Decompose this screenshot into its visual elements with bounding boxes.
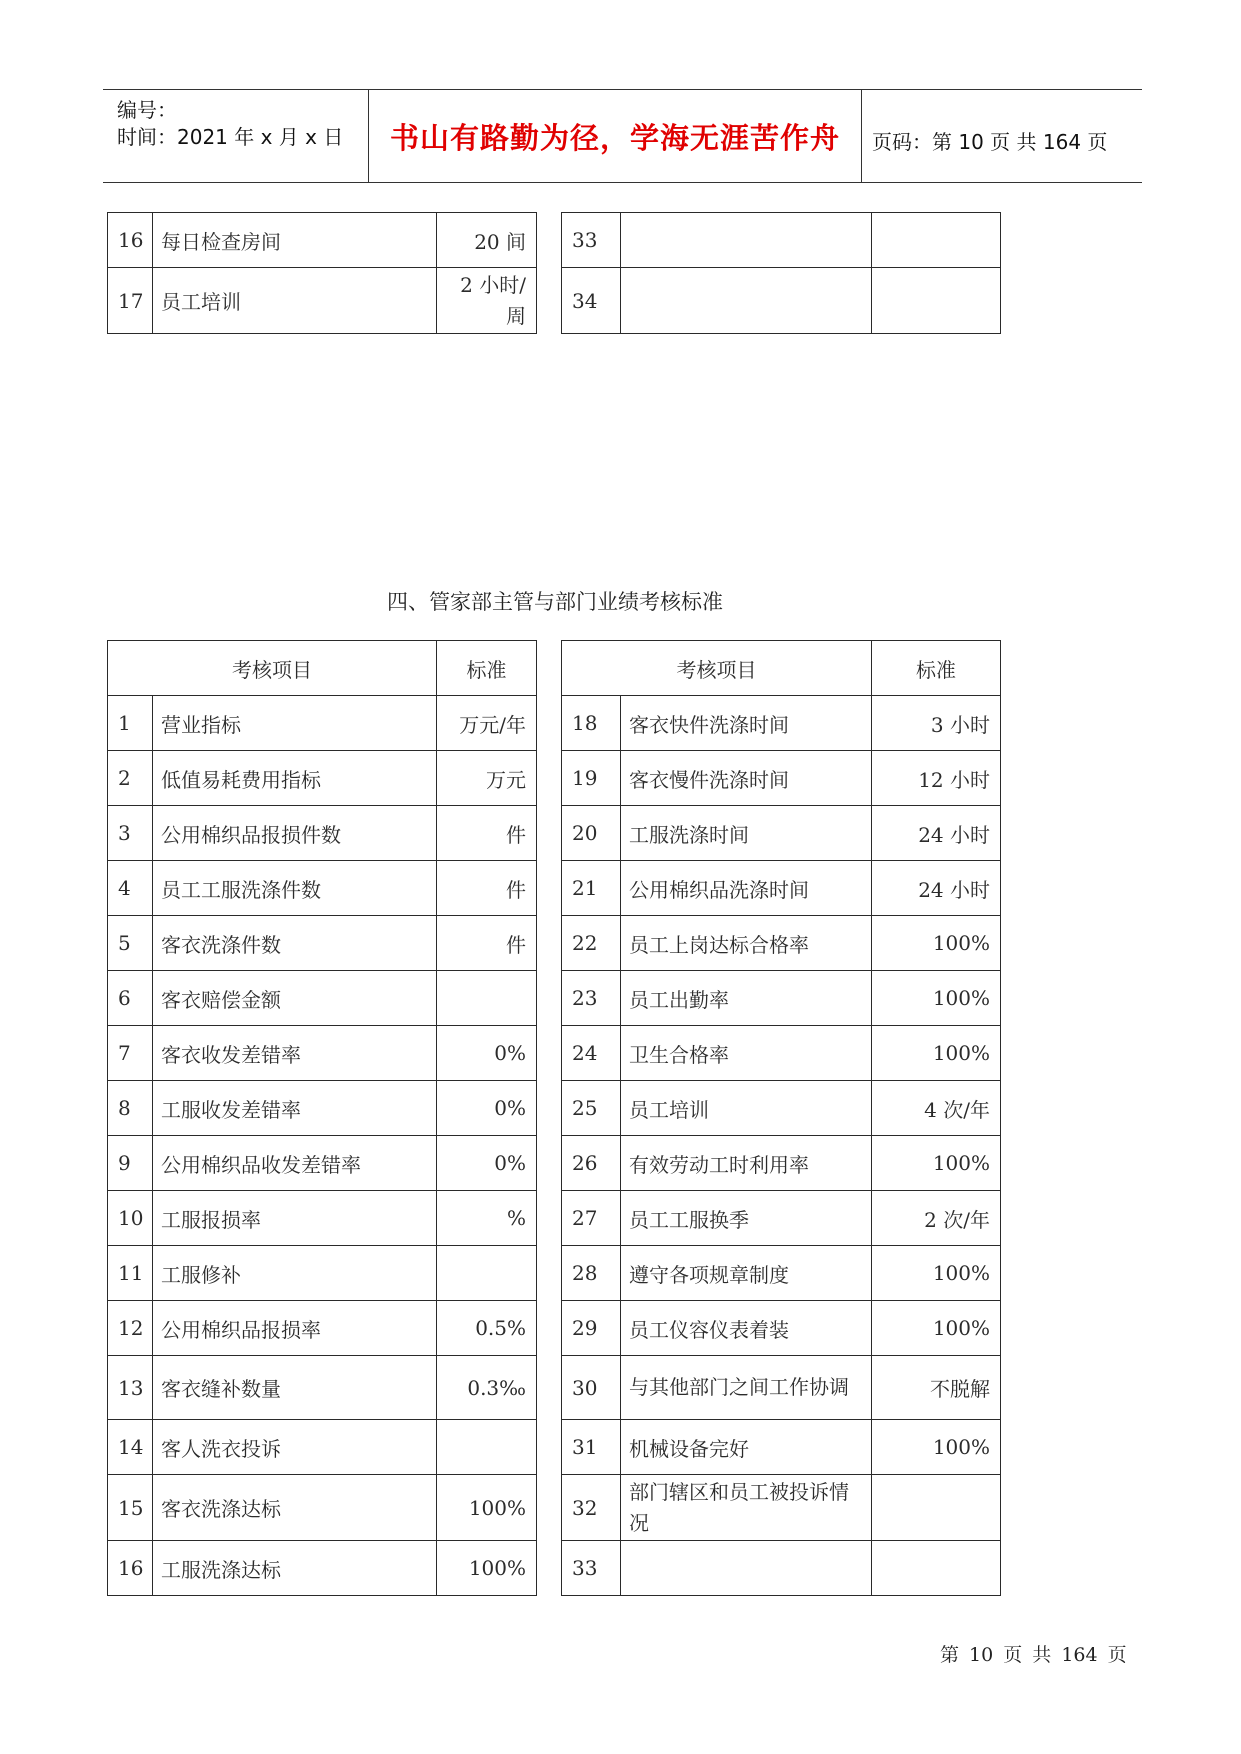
column-gap xyxy=(537,1246,562,1301)
row-number: 23 xyxy=(562,971,621,1026)
table-row xyxy=(108,806,1001,861)
row-item: 公用棉织品报损率 xyxy=(153,1301,437,1356)
row-item: 每日检查房间 xyxy=(153,213,437,268)
row-standard: 0% xyxy=(437,1026,537,1081)
row-item: 与其他部门之间工作协调 xyxy=(621,1356,872,1420)
row-standard: 100% xyxy=(872,1420,1001,1475)
row-item: 工服修补 xyxy=(153,1246,437,1301)
table-header-row xyxy=(108,641,1001,696)
column-gap xyxy=(537,213,562,268)
row-number: 33 xyxy=(562,213,621,268)
row-item: 低值易耗费用指标 xyxy=(153,751,437,806)
row-standard xyxy=(872,1475,1001,1541)
row-item: 员工仪容仪表着装 xyxy=(621,1301,872,1356)
row-number: 16 xyxy=(108,213,153,268)
row-item xyxy=(621,213,872,268)
row-standard: 万元 xyxy=(437,751,537,806)
row-number: 28 xyxy=(562,1246,621,1301)
row-item: 客衣洗涤件数 xyxy=(153,916,437,971)
row-standard: 12 小时 xyxy=(872,751,1001,806)
column-gap xyxy=(537,1081,562,1136)
row-number: 10 xyxy=(108,1191,153,1246)
row-number: 33 xyxy=(562,1541,621,1596)
column-gap xyxy=(537,1475,562,1541)
column-gap xyxy=(537,641,562,696)
row-standard xyxy=(872,213,1001,268)
row-number: 29 xyxy=(562,1301,621,1356)
row-item xyxy=(621,1541,872,1596)
header-divider-left xyxy=(368,89,369,182)
row-number: 32 xyxy=(562,1475,621,1541)
row-number: 9 xyxy=(108,1136,153,1191)
row-item: 工服报损率 xyxy=(153,1191,437,1246)
table-row xyxy=(108,1081,1001,1136)
section-title: 四、管家部主管与部门业绩考核标准 xyxy=(387,590,723,614)
time-label: 时间：2021 年 x 月 x 日 xyxy=(117,125,344,149)
row-item: 员工培训 xyxy=(153,268,437,334)
row-standard: 3 小时 xyxy=(872,696,1001,751)
column-gap xyxy=(537,916,562,971)
row-standard: 万元/年 xyxy=(437,696,537,751)
table-row xyxy=(108,971,1001,1026)
row-standard: 2 小时/周 xyxy=(437,268,537,334)
row-number: 5 xyxy=(108,916,153,971)
table-row xyxy=(108,916,1001,971)
row-standard xyxy=(437,971,537,1026)
table-row xyxy=(108,213,1001,268)
row-standard: 100% xyxy=(872,1026,1001,1081)
row-standard: 100% xyxy=(872,971,1001,1026)
column-gap xyxy=(537,1026,562,1081)
page-footer: 第 10 页 共 164 页 xyxy=(940,1644,1127,1666)
row-item: 客衣赔偿金额 xyxy=(153,971,437,1026)
row-number: 30 xyxy=(562,1356,621,1420)
performance-standards-table xyxy=(107,640,1001,1596)
row-number: 6 xyxy=(108,971,153,1026)
header-motto: 书山有路勤为径，学海无涯苦作舟 xyxy=(389,121,840,155)
row-item: 营业指标 xyxy=(153,696,437,751)
row-number: 21 xyxy=(562,861,621,916)
row-number: 20 xyxy=(562,806,621,861)
row-standard xyxy=(872,1541,1001,1596)
row-item: 员工出勤率 xyxy=(621,971,872,1026)
row-standard: 20 间 xyxy=(437,213,537,268)
row-item: 工服洗涤时间 xyxy=(621,806,872,861)
table-row xyxy=(108,1191,1001,1246)
row-number: 7 xyxy=(108,1026,153,1081)
row-number: 22 xyxy=(562,916,621,971)
row-standard: 100% xyxy=(437,1475,537,1541)
row-item: 客衣慢件洗涤时间 xyxy=(621,751,872,806)
table-row xyxy=(108,1301,1001,1356)
row-item: 工服洗涤达标 xyxy=(153,1541,437,1596)
table-row xyxy=(108,861,1001,916)
row-item: 公用棉织品报损件数 xyxy=(153,806,437,861)
row-item: 卫生合格率 xyxy=(621,1026,872,1081)
serial-label: 编号： xyxy=(117,98,177,122)
row-item: 公用棉织品洗涤时间 xyxy=(621,861,872,916)
row-item: 客衣快件洗涤时间 xyxy=(621,696,872,751)
header-item: 考核项目 xyxy=(562,641,872,696)
row-item: 客衣收发差错率 xyxy=(153,1026,437,1081)
row-number: 13 xyxy=(108,1356,153,1420)
row-standard: 件 xyxy=(437,916,537,971)
column-gap xyxy=(537,971,562,1026)
table-row xyxy=(108,1356,1001,1420)
column-gap xyxy=(537,1191,562,1246)
row-standard xyxy=(437,1246,537,1301)
row-standard: 100% xyxy=(872,1136,1001,1191)
row-number: 25 xyxy=(562,1081,621,1136)
row-standard: 0.3‰ xyxy=(437,1356,537,1420)
row-item: 公用棉织品收发差错率 xyxy=(153,1136,437,1191)
row-number: 2 xyxy=(108,751,153,806)
row-number: 4 xyxy=(108,861,153,916)
table-row xyxy=(108,1541,1001,1596)
column-gap xyxy=(537,1136,562,1191)
row-standard: 100% xyxy=(872,1246,1001,1301)
row-number: 18 xyxy=(562,696,621,751)
row-standard: 0.5% xyxy=(437,1301,537,1356)
page-label: 页码：第 10 页 共 164 页 xyxy=(872,130,1108,154)
row-number: 17 xyxy=(108,268,153,334)
row-standard xyxy=(872,268,1001,334)
row-item: 机械设备完好 xyxy=(621,1420,872,1475)
row-standard: 24 小时 xyxy=(872,806,1001,861)
row-standard: 4 次/年 xyxy=(872,1081,1001,1136)
row-standard: 100% xyxy=(872,1301,1001,1356)
column-gap xyxy=(537,1301,562,1356)
row-item: 客衣缝补数量 xyxy=(153,1356,437,1420)
row-number: 1 xyxy=(108,696,153,751)
column-gap xyxy=(537,806,562,861)
row-standard: 2 次/年 xyxy=(872,1191,1001,1246)
continuation-table xyxy=(107,212,1001,334)
row-item: 有效劳动工时利用率 xyxy=(621,1136,872,1191)
column-gap xyxy=(537,861,562,916)
row-standard: 件 xyxy=(437,806,537,861)
row-number: 26 xyxy=(562,1136,621,1191)
header-standard: 标准 xyxy=(437,641,537,696)
row-number: 11 xyxy=(108,1246,153,1301)
row-item: 员工工服换季 xyxy=(621,1191,872,1246)
header-item: 考核项目 xyxy=(108,641,437,696)
row-item: 员工培训 xyxy=(621,1081,872,1136)
row-standard: 件 xyxy=(437,861,537,916)
row-number: 3 xyxy=(108,806,153,861)
table-row xyxy=(108,1420,1001,1475)
header-divider-right xyxy=(861,89,862,182)
row-item: 员工上岗达标合格率 xyxy=(621,916,872,971)
table-row xyxy=(108,1136,1001,1191)
row-number: 16 xyxy=(108,1541,153,1596)
row-number: 31 xyxy=(562,1420,621,1475)
row-item: 客人洗衣投诉 xyxy=(153,1420,437,1475)
row-standard xyxy=(437,1420,537,1475)
header-top-rule xyxy=(103,89,1142,90)
row-item: 部门辖区和员工被投诉情况 xyxy=(621,1475,872,1541)
table-row xyxy=(108,1246,1001,1301)
table-row xyxy=(108,268,1001,334)
table-row xyxy=(108,696,1001,751)
row-number: 12 xyxy=(108,1301,153,1356)
row-number: 15 xyxy=(108,1475,153,1541)
table-row xyxy=(108,1475,1001,1541)
row-number: 27 xyxy=(562,1191,621,1246)
row-number: 34 xyxy=(562,268,621,334)
row-item: 员工工服洗涤件数 xyxy=(153,861,437,916)
row-item xyxy=(621,268,872,334)
row-number: 24 xyxy=(562,1026,621,1081)
row-number: 8 xyxy=(108,1081,153,1136)
column-gap xyxy=(537,1356,562,1420)
row-item: 遵守各项规章制度 xyxy=(621,1246,872,1301)
row-standard: 100% xyxy=(872,916,1001,971)
column-gap xyxy=(537,751,562,806)
column-gap xyxy=(537,1420,562,1475)
row-standard: 0% xyxy=(437,1136,537,1191)
row-item: 工服收发差错率 xyxy=(153,1081,437,1136)
row-standard: 不脱解 xyxy=(872,1356,1001,1420)
row-number: 14 xyxy=(108,1420,153,1475)
column-gap xyxy=(537,268,562,334)
row-number: 19 xyxy=(562,751,621,806)
table-row xyxy=(108,1026,1001,1081)
row-standard: 24 小时 xyxy=(872,861,1001,916)
table-row xyxy=(108,751,1001,806)
row-standard: % xyxy=(437,1191,537,1246)
header-standard: 标准 xyxy=(872,641,1001,696)
row-standard: 100% xyxy=(437,1541,537,1596)
header-bottom-rule xyxy=(103,182,1142,183)
column-gap xyxy=(537,696,562,751)
row-item: 客衣洗涤达标 xyxy=(153,1475,437,1541)
row-standard: 0% xyxy=(437,1081,537,1136)
column-gap xyxy=(537,1541,562,1596)
